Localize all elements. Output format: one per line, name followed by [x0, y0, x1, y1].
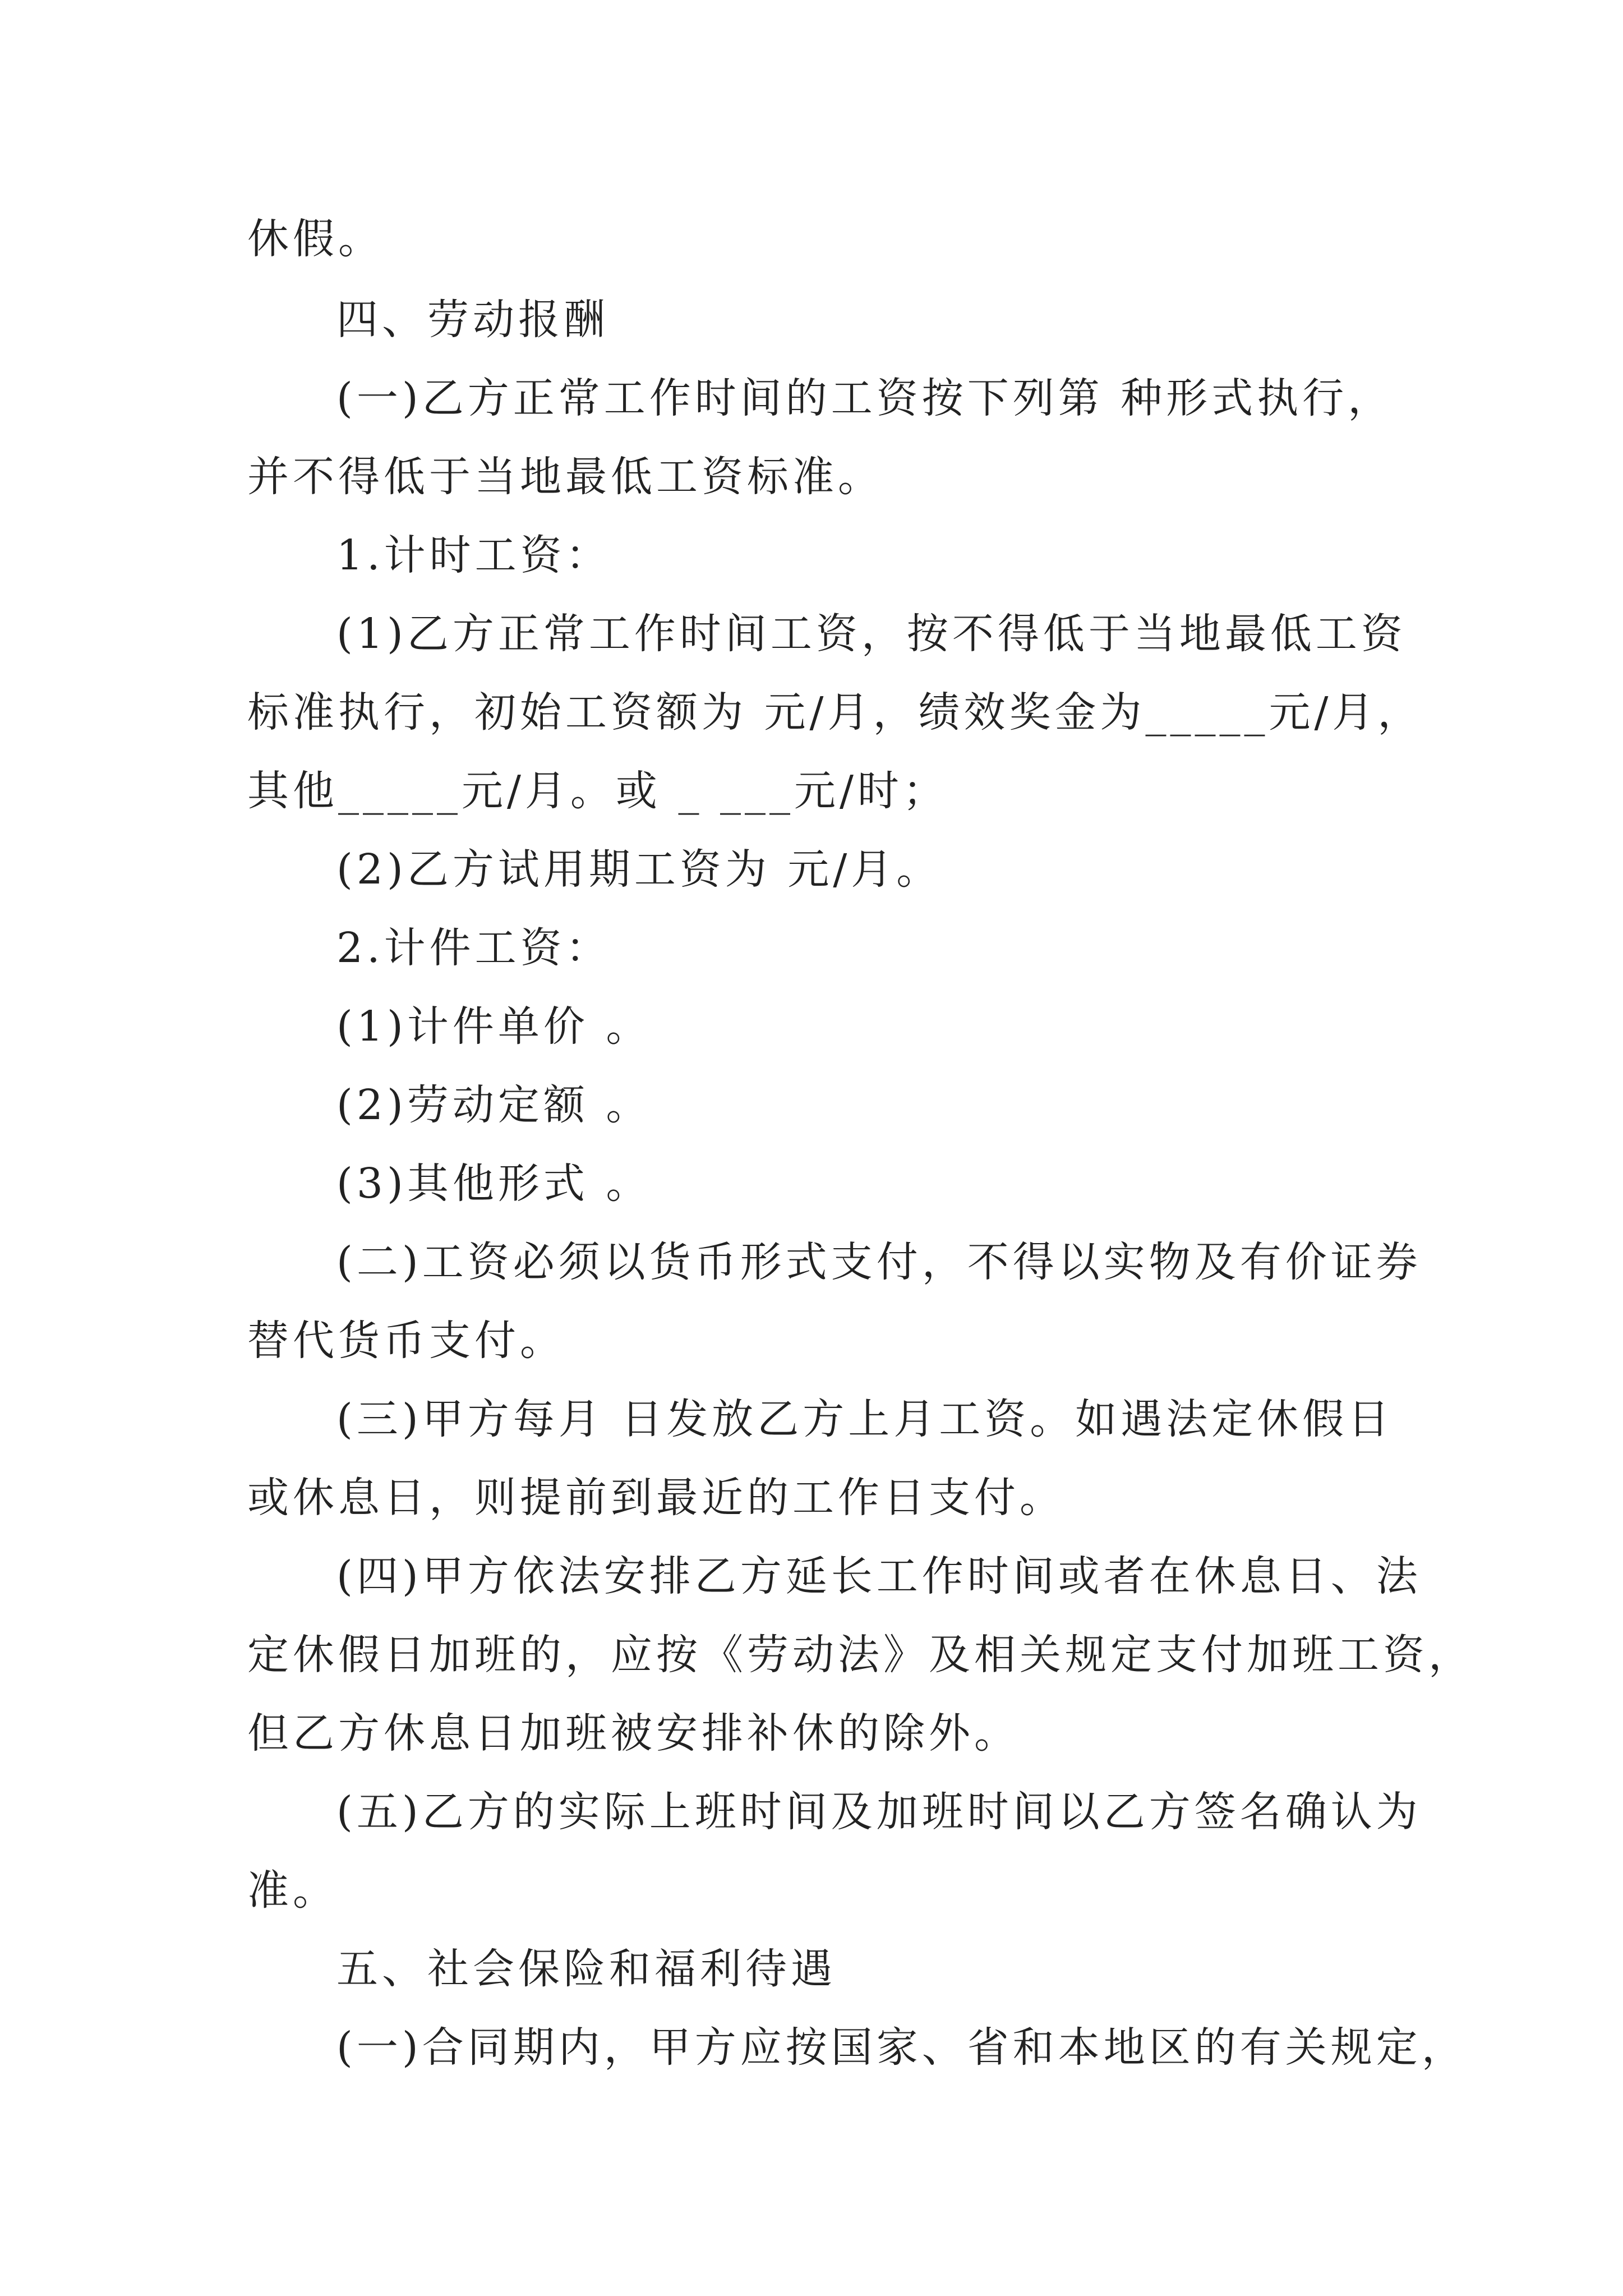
- section-heading: 五、社会保险和福利待遇: [336, 1945, 836, 1993]
- text-line: 休假。: [247, 215, 384, 263]
- text-line: 标准执行，初始工资额为 元/月，绩效奖金为_____元/月，: [247, 688, 1423, 737]
- text-line: (三)甲方每月 日发放乙方上月工资。如遇法定休假日: [336, 1395, 1394, 1443]
- text-line: (3)其他形式 。: [336, 1159, 652, 1208]
- text-line: (四)甲方依法安排乙方延长工作时间或者在休息日、法: [336, 1552, 1422, 1600]
- text-line: (1)乙方正常工作时间工资，按不得低于当地最低工资: [336, 610, 1407, 658]
- section-heading: 四、劳动报酬: [336, 296, 609, 344]
- text-line: 定休假日加班的，应按《劳动法》及相关规定支付加班工资，: [247, 1631, 1474, 1679]
- text-line: 替代货币支付。: [247, 1317, 565, 1365]
- text-line: 其他_____元/月。或 _ ___元/时；: [247, 767, 948, 815]
- text-line: 并不得低于当地最低工资标准。: [247, 453, 883, 501]
- text-line: 或休息日，则提前到最近的工作日支付。: [247, 1474, 1065, 1522]
- text-line: (2)劳动定额 。: [336, 1081, 652, 1129]
- text-line: 准。: [247, 1866, 338, 1915]
- text-line: 但乙方休息日加班被安排补休的除外。: [247, 1709, 1020, 1757]
- text-line: (一)合同期内，甲方应按国家、省和本地区的有关规定，: [336, 2023, 1467, 2072]
- text-line: 1.计时工资：: [336, 531, 611, 579]
- text-line: (一)乙方正常工作时间的工资按下列第 种形式执行，: [336, 374, 1394, 422]
- text-line: (二)工资必须以货币形式支付，不得以实物及有价证券: [336, 1238, 1422, 1286]
- text-line: (2)乙方试用期工资为 元/月。: [336, 845, 942, 894]
- text-line: (五)乙方的实际上班时间及加班时间以乙方签名确认为: [336, 1788, 1422, 1836]
- text-line: 2.计件工资：: [336, 924, 611, 972]
- text-line: (1)计件单价 。: [336, 1002, 652, 1051]
